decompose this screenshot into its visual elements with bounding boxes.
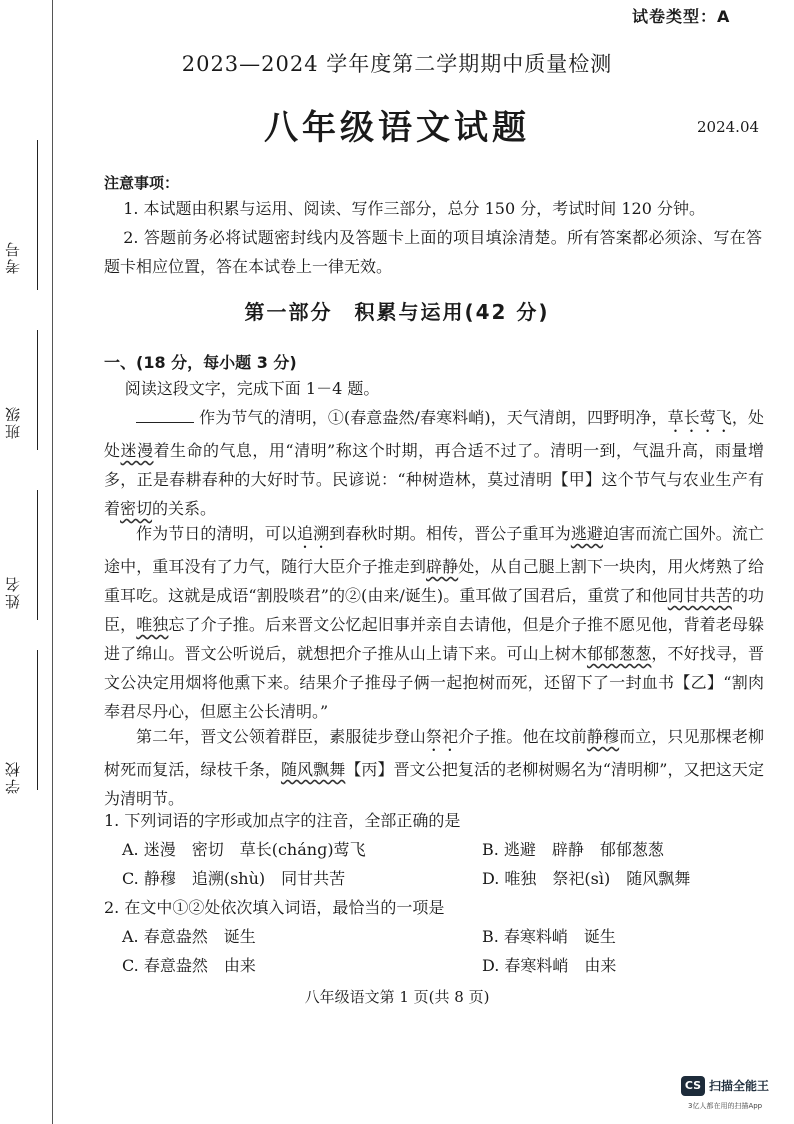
- binding-field-name: 姓名: [4, 575, 22, 609]
- question-1-option-a: A. 迷漫 密切 草长(chánɡ)莺飞: [122, 840, 366, 859]
- question-2-option-a: A. 春意盎然 诞生: [122, 927, 256, 946]
- wavy-underlined-word: 逃避: [570, 524, 604, 543]
- wavy-underlined-word: 郁郁葱葱: [586, 644, 652, 663]
- question-1-stem: 1. 下列词语的字形或加点字的注音，全部正确的是: [104, 811, 461, 830]
- binding-field-exam-number: 考号: [4, 240, 22, 274]
- dotted-word: 祭祀: [425, 727, 459, 746]
- wavy-underlined-word: 唯独: [136, 615, 169, 634]
- wavy-underlined-word: 随风飘舞: [280, 760, 346, 779]
- binding-dashed-line: [52, 0, 53, 1124]
- notice-item-1: 1. 本试题由积累与运用、阅读、写作三部分，总分 150 分，考试时间 120 分钟。: [123, 199, 705, 218]
- notice-heading: 注意事项：: [104, 174, 180, 192]
- exam-date: 2024.04: [697, 118, 760, 136]
- wavy-underlined-word: 同甘共苦: [667, 586, 732, 605]
- question-2-option-c: C. 春意盎然 由来: [122, 956, 256, 975]
- passage-paragraph-3: 第二年，晋文公领着群臣，素服徒步登山祭祀介子推。他在坟前静穆而立，只见那棵老柳树死而复活，绿枝千条，随风飘舞【丙】晋文公把复活的老柳树赐名为“清明柳”，又把这天定为清明节。: [104, 727, 764, 808]
- scanner-logo-icon: CS: [681, 1076, 705, 1096]
- notice-item-2: 2. 答题前务必将试题密封线内及答题卡上面的项目填涂清楚。所有答案都必须涂、写在答题卡相应位置，答在本试卷上一律无效。: [104, 228, 762, 276]
- fill-blank: [136, 406, 194, 423]
- binding-field-school: 学校: [4, 760, 22, 794]
- page-footer: 八年级语文第 1 页(共 8 页): [304, 988, 490, 1006]
- dotted-word: 追溯: [297, 524, 330, 543]
- passage-paragraph-1: 作为节气的清明，①(春意盎然/春寒料峭)，天气清朗，四野明净，草长莺飞，处处迷漫着生命的气息，用“清明”称这个时期，再合适不过了。清明一到，气温升高，雨量增多，正是春耕春种的大好时节。民谚说：“种树造林，莫过清明【甲】这个节气与农业生产有着密切的关系。: [104, 408, 764, 518]
- question-2-stem: 2. 在文中①②处依次填入词语，最恰当的一项是: [104, 898, 445, 917]
- wavy-underlined-word: 辟静: [425, 557, 459, 576]
- exam-subtitle: 2023—2024 学年度第二学期期中质量检测: [181, 52, 613, 76]
- binding-blank-line: [37, 490, 38, 620]
- question-1-option-c: C. 静穆 追溯(shù) 同甘共苦: [122, 869, 346, 888]
- binding-blank-line: [37, 650, 38, 790]
- wavy-underlined-word: 迷漫: [120, 441, 154, 460]
- page-title: 八年级语文试题: [264, 108, 530, 148]
- binding-blank-line: [37, 330, 38, 450]
- question-group-heading: 一、(18 分，每小题 3 分): [104, 353, 297, 372]
- binding-margin: [0, 0, 60, 1124]
- passage-paragraph-2: 作为节日的清明，可以追溯到春秋时期。相传，晋公子重耳为逃避迫害而流亡国外。流亡途中，重耳没有了力气，随行大臣介子推走到辟静处，从自己腿上割下一块肉，用火烤熟了给重耳吃。这就是成语“割股啖君”的②(由来/诞生)。重耳做了国君后，重赏了和他同甘共苦的功臣，唯独忘了介子推。后来晋文公忆起旧事并亲自去请他，但是介子推不愿见他，背着老母躲进了绵山。晋文公听说后，就想把介子推从山上请下来。可山上树木郁郁葱葱，不好找寻，晋文公决定用烟将他熏下来。结果介子推母子俩一起抱树而死，还留下了一封血书【乙】“割肉奉君尽丹心，但愿主公长清明。”: [104, 524, 764, 721]
- wavy-underlined-word: 密切: [120, 499, 153, 518]
- question-1-option-d: D. 唯独 祭祀(sì) 随风飘舞: [482, 869, 691, 888]
- paper-type: 试卷类型：A: [632, 7, 731, 26]
- question-1-option-b: B. 逃避 辟静 郁郁葱葱: [482, 840, 664, 859]
- dotted-word: 草长莺飞: [667, 408, 732, 427]
- wavy-underlined-word: 静穆: [586, 727, 620, 746]
- scanner-app-name: 扫描全能王: [709, 1079, 770, 1093]
- question-2-option-b: B. 春寒料峭 诞生: [482, 927, 616, 946]
- question-2-option-d: D. 春寒料峭 由来: [482, 956, 617, 975]
- binding-field-class: 班级: [4, 405, 22, 439]
- scanner-app-slogan: 3亿人都在用的扫描App: [688, 1102, 763, 1110]
- section-title: 第一部分 积累与运用(42 分): [244, 300, 550, 324]
- reading-instruction: 阅读这段文字，完成下面 1－4 题。: [124, 379, 380, 398]
- binding-blank-line: [37, 140, 38, 290]
